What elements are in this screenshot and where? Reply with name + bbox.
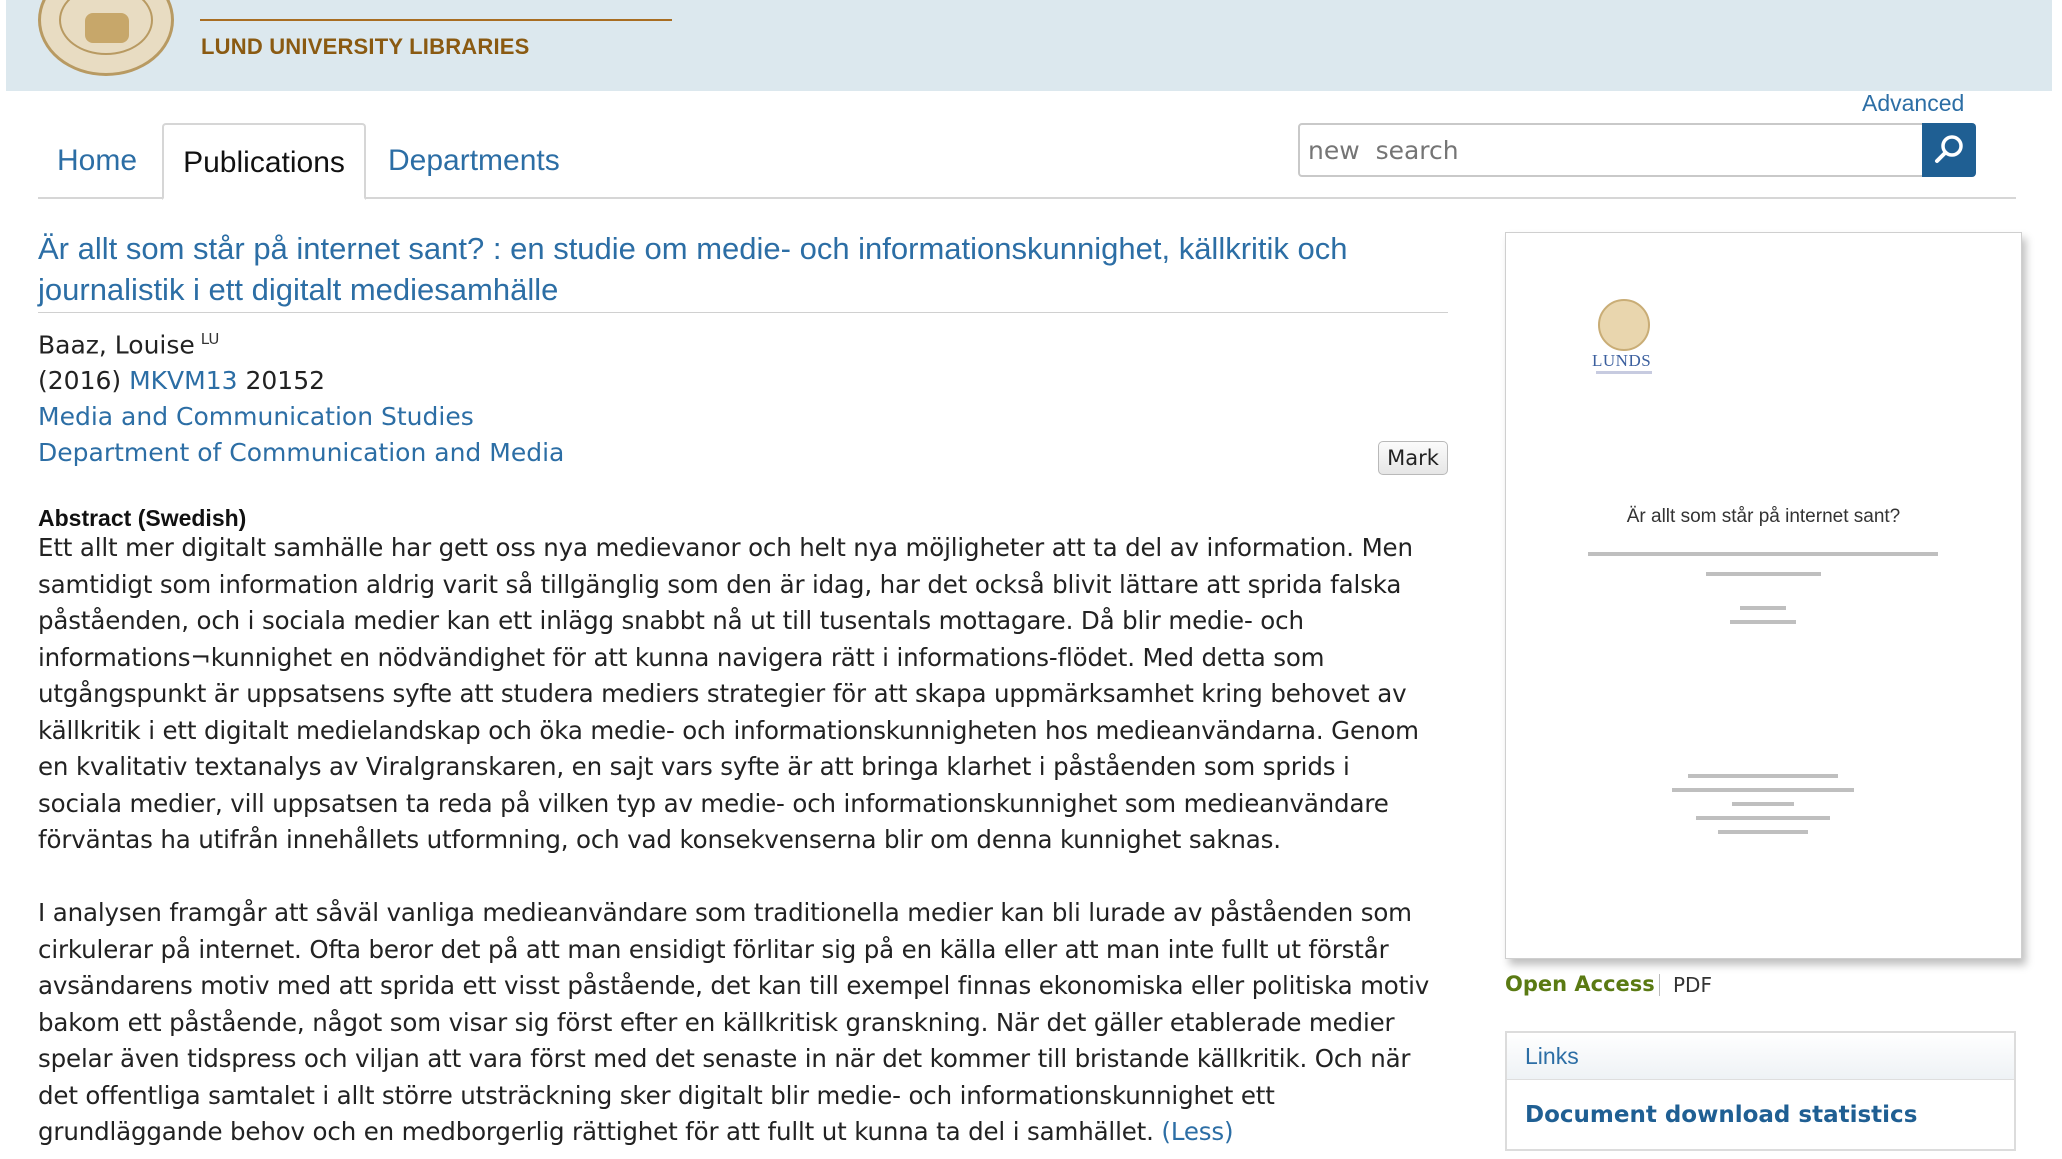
thumbnail-title: Är allt som står på internet sant? <box>1626 506 1901 527</box>
lunds-seal-icon <box>1598 299 1650 351</box>
abstract-line: bakom ett påstående, något som visar sig först efter en källkritisk granskning. När det gäller etablerade medier <box>38 1007 1395 1037</box>
year-course-line <box>38 366 325 395</box>
links-panel <box>1505 1031 2016 1151</box>
publication-title[interactable]: Är allt som står på internet sant? : en studie om medie- och informationskunnighet, källkritik och journalistik i ett digitalt mediesamhälle <box>38 231 1348 307</box>
abstract-line: avsändarens motiv med att sprida ett visst påstående, det kan till exempel finnas ekonomiska eller politiska motiv <box>38 971 1430 1000</box>
abstract-line: en kvalitativ textanalys av Viralgranskaren, en sajt vars syfte är att bringa klarhet i påståenden som sprids i <box>38 752 1350 781</box>
mark-button[interactable]: Mark <box>1378 441 1448 475</box>
thumbnail-logo-subtext <box>1596 371 1652 374</box>
open-access-label: Open Access <box>1505 972 1655 996</box>
abstract-line: det offentliga samtalet i allt större utsträckning sker digitalt blir medie- och informationskunnighet ett <box>38 1080 1275 1110</box>
format-label: PDF <box>1673 973 1712 997</box>
course-code-link[interactable]: MKVM13 <box>129 366 238 395</box>
thumbnail-footer-line <box>1696 816 1830 820</box>
abstract-line: sociala medier, vill uppsatsen ta reda på vilken typ av medie- och informationskunnighet som medieanvändare <box>38 788 1389 818</box>
thumbnail-logo-text: LUNDS <box>1592 351 1652 370</box>
abstract-line: I analysen framgår att såväl vanliga medieanvändare som traditionella medier kan bli lurade av påståenden som <box>38 898 1412 927</box>
subject-line <box>38 402 474 431</box>
header-divider <box>200 19 672 21</box>
thumbnail-author-line <box>1740 606 1786 610</box>
links-panel-header <box>1507 1033 2014 1080</box>
thumbnail-author-line <box>1730 620 1796 624</box>
title-divider <box>38 312 1448 313</box>
links-title: Links <box>1525 1043 1579 1069</box>
label-separator <box>1659 974 1660 996</box>
publication-year: (2016) <box>38 366 122 395</box>
thumbnail-footer-line <box>1718 830 1808 834</box>
thumbnail-footer-line <box>1688 774 1838 778</box>
tab-publications[interactable]: Publications <box>162 123 366 200</box>
thumbnail-subtitle-line <box>1588 552 1938 556</box>
department-line <box>38 438 564 467</box>
less-toggle-link[interactable]: (Less) <box>1161 1117 1234 1146</box>
tab-departments[interactable]: Departments <box>388 144 560 177</box>
department-link[interactable]: Department of Communication and Media <box>38 438 565 467</box>
abstract-paragraph-2 <box>38 895 1458 1151</box>
abstract-line: utgångspunkt är uppsatsens syfte att studera mediers strategier för att skapa uppmärksamhet kring behovet av <box>38 679 1407 708</box>
subject-link[interactable]: Media and Communication Studies <box>38 402 474 431</box>
download-statistics-link[interactable]: Document download statistics <box>1525 1102 1918 1128</box>
abstract-line: påståenden, och i sociala medier kan ett inlägg snabbt nå ut till tusentals mottagare. Då blir medie- och <box>38 606 1304 635</box>
advanced-search-link[interactable]: Advanced <box>1862 90 1965 116</box>
abstract-line: cirkulerar på internet. Ofta beror det på att man ensidigt förlitar sig på en källa eller att man inte fullt ut förstår <box>38 934 1389 964</box>
abstract-line: grundläggande behov och en medborgerlig rättighet för att fullt ut kunna ta del i samhället. <box>38 1117 1154 1146</box>
thumbnail-footer-line <box>1672 788 1854 792</box>
header-subtitle: LUND UNIVERSITY LIBRARIES <box>201 34 530 59</box>
tab-home[interactable]: Home <box>57 144 138 177</box>
abstract-heading: Abstract (Swedish) <box>38 505 247 531</box>
abstract-line: Ett allt mer digitalt samhälle har gett oss nya medievanor och helt nya möjligheter att ta del av information. Men <box>38 533 1413 562</box>
search-input[interactable] <box>1298 123 1924 177</box>
document-thumbnail[interactable] <box>1505 232 2022 959</box>
abstract-line: förväntas ha utifrån innehållets utformning, och vad konsekvenserna blir om denna kunnighet saknas. <box>38 825 1281 854</box>
search-icon <box>1922 123 1976 177</box>
abstract-paragraph-1 <box>38 530 1458 859</box>
abstract-line-last <box>38 1114 1458 1151</box>
thumbnail-subtitle-line <box>1706 572 1821 576</box>
lu-badge[interactable]: LU <box>200 330 220 348</box>
abstract-line: spelar även tidspress och viljan att vara först med det senaste in när det kommer till bristande källkritik. Och när <box>38 1044 1411 1073</box>
thumbnail-footer-line <box>1732 802 1794 806</box>
abstract-line: samtidigt som information aldrig varit så tillgänglig som den är idag, har det också blivit lättare att sprida falska <box>38 569 1402 599</box>
term-code: 20152 <box>245 366 326 395</box>
author-name[interactable]: Baaz, Louise <box>38 330 195 360</box>
author-line <box>38 330 219 359</box>
abstract-line: informations¬kunnighet en nödvändighet för att kunna navigera rätt i informations-flödet. Med detta som <box>38 642 1325 672</box>
abstract-line: källkritik i ett digitalt medielandskap och öka medie- och informationskunnigheten hos medieanvändarna. Genom <box>38 715 1419 745</box>
search-button[interactable] <box>1922 123 1976 177</box>
